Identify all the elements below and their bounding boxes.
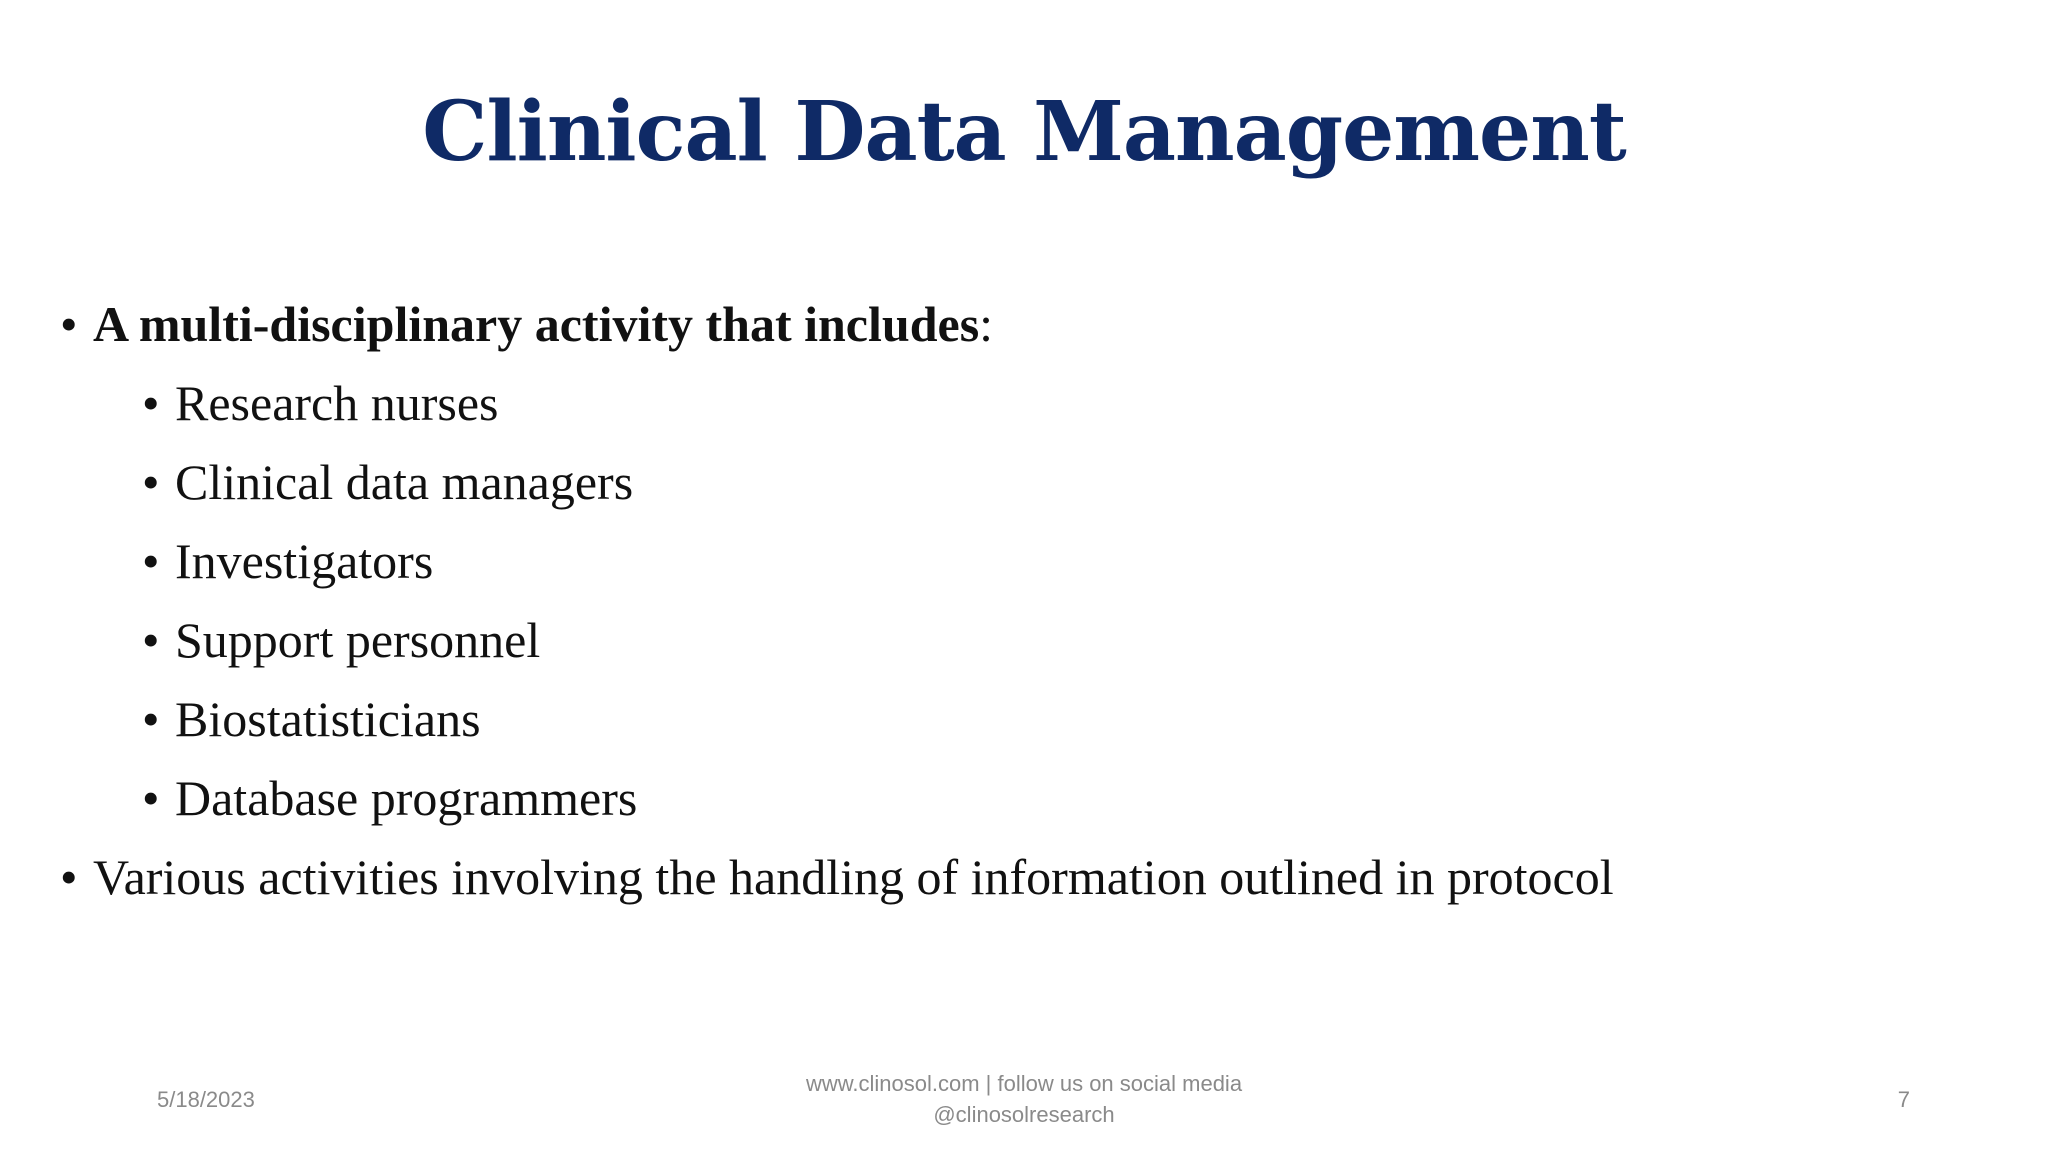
footer-date: 5/18/2023 bbox=[157, 1087, 255, 1112]
sub-bullet-item bbox=[60, 364, 1960, 443]
bullet-bold-text: A multi-disciplinary activity that includes bbox=[93, 296, 980, 352]
sub-bullet-item bbox=[60, 443, 1960, 522]
bullet-text: Various activities involving the handling of information outlined in protocol bbox=[93, 849, 1614, 905]
footer-center bbox=[724, 1068, 1324, 1130]
bullet-icon: • bbox=[60, 296, 78, 352]
bullet-icon: • bbox=[142, 454, 160, 510]
footer-social-handle: @clinosolresearch bbox=[933, 1102, 1115, 1127]
bullet-suffix: : bbox=[979, 296, 994, 352]
sub-bullet-item bbox=[60, 522, 1960, 601]
sub-bullet-text: Research nurses bbox=[175, 375, 499, 431]
slide-title: Clinical Data Management bbox=[422, 84, 1626, 180]
bullet-icon: • bbox=[142, 612, 160, 668]
bullet-item-activities bbox=[60, 838, 1960, 917]
footer-website: www.clinosol.com | follow us on social media bbox=[805, 1071, 1243, 1096]
bullet-list bbox=[60, 285, 1960, 917]
bullet-icon: • bbox=[142, 375, 160, 431]
bullet-item-multidisciplinary bbox=[60, 285, 1960, 364]
bullet-icon: • bbox=[142, 691, 160, 747]
bullet-icon: • bbox=[142, 770, 160, 826]
bullet-icon: • bbox=[142, 533, 160, 589]
sub-bullet-text: Clinical data managers bbox=[175, 454, 634, 510]
sub-bullet-item bbox=[60, 759, 1960, 838]
sub-bullet-text: Support personnel bbox=[175, 612, 541, 668]
sub-bullet-item bbox=[60, 601, 1960, 680]
sub-bullet-text: Biostatisticians bbox=[175, 691, 481, 747]
bullet-icon: • bbox=[60, 849, 78, 905]
sub-bullet-item bbox=[60, 680, 1960, 759]
slide-number: 7 bbox=[1897, 1087, 1910, 1112]
sub-bullet-text: Investigators bbox=[175, 533, 434, 589]
sub-bullet-text: Database programmers bbox=[175, 770, 638, 826]
